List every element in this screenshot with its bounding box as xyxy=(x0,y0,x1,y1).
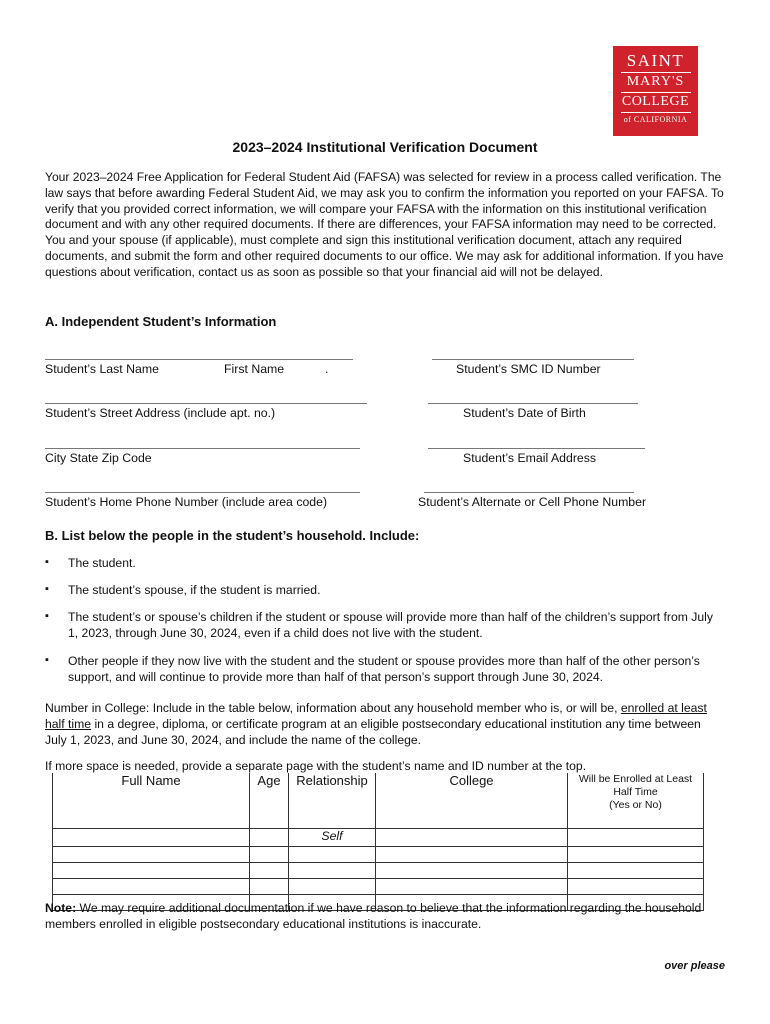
table-header-row xyxy=(53,773,704,828)
col-age: Age xyxy=(250,773,289,828)
table-cell[interactable] xyxy=(53,828,250,846)
bullet-icon: ▪ xyxy=(45,583,49,595)
col-half-time-line3: (Yes or No) xyxy=(609,799,662,811)
bullet-icon: ▪ xyxy=(45,556,49,568)
home-phone-field[interactable] xyxy=(45,492,360,493)
table-row xyxy=(53,878,704,894)
logo-line-california: of CALIFORNIA xyxy=(623,115,688,124)
table-cell[interactable] xyxy=(568,846,704,862)
table-row xyxy=(53,846,704,862)
document-title: 2023–2024 Institutional Verification Document xyxy=(232,139,538,155)
table-cell[interactable] xyxy=(568,828,704,846)
logo-rule xyxy=(621,72,691,73)
table-cell[interactable] xyxy=(250,862,289,878)
note-label: Note: xyxy=(45,901,77,915)
number-in-college-paragraph xyxy=(45,700,725,748)
college-text-1: Number in College: Include in the table below, information about any household member who is, or will be, xyxy=(45,701,621,715)
date-of-birth-field[interactable] xyxy=(428,403,638,404)
period-mark: . xyxy=(325,362,329,376)
alt-phone-label: Student’s Alternate or Cell Phone Number xyxy=(418,495,647,509)
last-name-label: Student’s Last Name xyxy=(45,362,159,376)
table-cell[interactable] xyxy=(53,846,250,862)
logo-line-marys: MARY'S xyxy=(626,74,685,89)
logo-rule xyxy=(621,112,691,113)
table-cell[interactable] xyxy=(250,846,289,862)
table-cell[interactable] xyxy=(53,862,250,878)
bullet-icon: ▪ xyxy=(45,654,49,666)
street-address-label: Student’s Street Address (include apt. no.) xyxy=(45,406,276,420)
logo-line-college: COLLEGE xyxy=(621,94,690,109)
table-cell[interactable] xyxy=(568,862,704,878)
table-cell[interactable] xyxy=(250,828,289,846)
table-cell[interactable] xyxy=(289,846,376,862)
col-half-time-line1: Will be Enrolled at Least xyxy=(578,773,693,785)
col-college: College xyxy=(376,773,568,828)
col-full-name: Full Name xyxy=(53,773,250,828)
college-logo xyxy=(613,46,698,136)
college-text-underlined: enrolled at least half time xyxy=(45,701,707,731)
note-text: We may require additional documentation if we have reason to believe that the information regarding the household members enrolled in eligible postsecondary educational institutions is inaccurate. xyxy=(45,901,702,931)
last-first-name-field[interactable] xyxy=(45,359,353,360)
table-cell[interactable] xyxy=(289,878,376,894)
table-cell[interactable] xyxy=(376,878,568,894)
alt-phone-field[interactable] xyxy=(424,492,634,493)
household-table xyxy=(52,773,704,911)
college-text-2: in a degree, diploma, or certificate program at an eligible postsecondary educational institution any time between July 1, 2023, and June 30, 2024, and include the name of the college. xyxy=(45,717,701,747)
over-please: over please xyxy=(664,960,725,972)
table-cell[interactable] xyxy=(376,862,568,878)
email-label: Student’s Email Address xyxy=(463,451,597,465)
bullet-icon: ▪ xyxy=(45,610,49,622)
section-b-heading: B. List below the people in the student’s household. Include: xyxy=(45,528,420,543)
logo-rule xyxy=(621,92,691,93)
space-note: If more space is needed, provide a separate page with the student’s name and ID number at the top. xyxy=(45,759,587,773)
date-of-birth-label: Student’s Date of Birth xyxy=(463,406,586,420)
street-address-field[interactable] xyxy=(45,403,367,404)
table-cell[interactable] xyxy=(250,878,289,894)
email-field[interactable] xyxy=(428,448,645,449)
household-item: The student’s spouse, if the student is married. xyxy=(68,583,321,597)
city-state-zip-label: City State Zip Code xyxy=(45,451,152,465)
table-row xyxy=(53,862,704,878)
smc-id-label: Student’s SMC ID Number xyxy=(456,362,601,376)
table-cell[interactable] xyxy=(376,828,568,846)
col-half-time-line2: Half Time xyxy=(613,786,658,798)
smc-id-field[interactable] xyxy=(432,359,634,360)
household-item: The student. xyxy=(68,556,136,570)
household-item: The student’s or spouse’s children if the student or spouse will provide more than half of the children’s support from July 1, 2023, through June 30, 2024, even if a child does not live with the student. xyxy=(68,610,713,640)
table-cell[interactable] xyxy=(289,862,376,878)
col-half-time xyxy=(568,773,704,828)
city-state-zip-field[interactable] xyxy=(45,448,360,449)
table-cell[interactable] xyxy=(376,846,568,862)
self-cell: Self xyxy=(289,828,376,846)
table-cell[interactable] xyxy=(568,878,704,894)
first-name-label: First Name xyxy=(224,362,285,376)
intro-paragraph: Your 2023–2024 Free Application for Federal Student Aid (FAFSA) was selected for review in a process called verification. The law says that before awarding Federal Student Aid, we may ask you to confirm the information you reported on your FAFSA. To verify that you provided correct information, we will compare your FAFSA with the information on this institutional verification document and with any other required documents. If there are differences, your FAFSA information may need to be corrected. You and your spouse (if applicable), must complete and sign this institutional verification document, attach any required documents, and submit the form and other required documents to our office. We may ask for additional information. If you have questions about verification, contact us as soon as possible so that your financial aid will not be delayed. xyxy=(45,170,724,279)
table-cell[interactable] xyxy=(53,878,250,894)
note-paragraph xyxy=(45,900,735,932)
section-a-heading: A. Independent Student’s Information xyxy=(45,314,277,329)
table-row xyxy=(53,828,704,846)
household-item: Other people if they now live with the student and the student or spouse provides more than half of the other person’s support, and will continue to provide more than half of that person’s support through June 30, 2024. xyxy=(68,654,700,684)
col-relationship: Relationship xyxy=(289,773,376,828)
home-phone-label: Student’s Home Phone Number (include area code) xyxy=(45,495,328,509)
logo-line-saint: SAINT xyxy=(626,51,685,70)
